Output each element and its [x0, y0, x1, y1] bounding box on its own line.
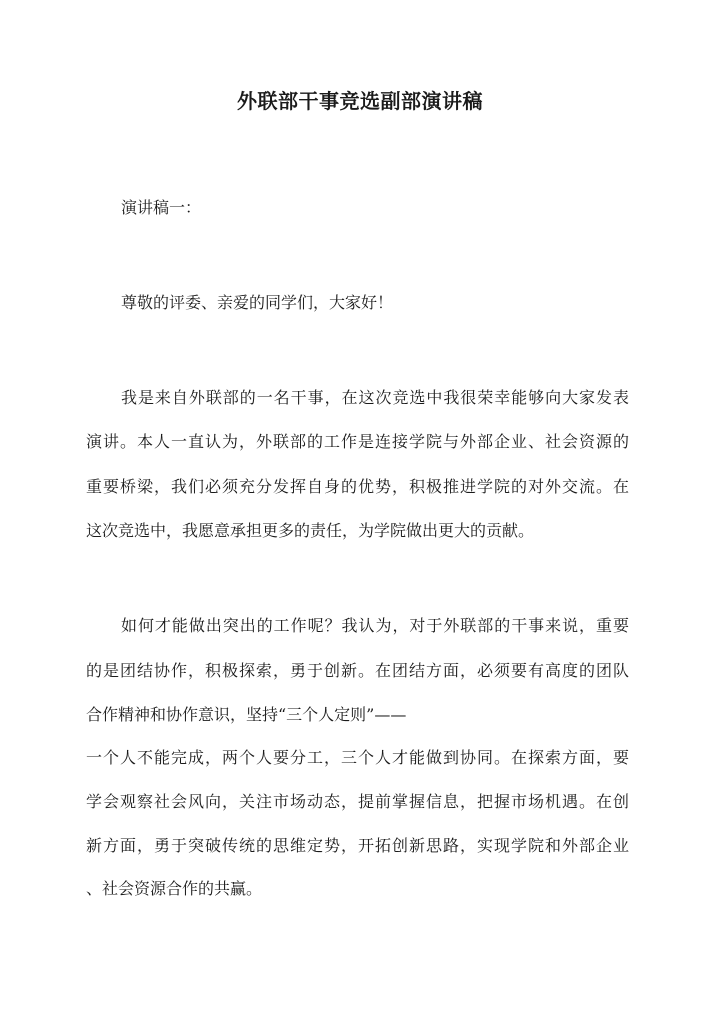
paragraph-2-line-6: 新方面，勇于突破传统的思维定势，开拓创新思路，实现学院和外部企业 [86, 836, 629, 855]
paragraph-1-line-4: 这次竞选中，我愿意承担更多的责任，为学院做出更大的贡献。 [86, 521, 535, 540]
document-title: 外联部干事竞选副部演讲稿 [237, 89, 483, 113]
section-label: 演讲稿一： [121, 198, 202, 217]
paragraph-2-line-1: 如何才能做出突出的工作呢？我认为，对于外联部的干事来说，重要 [121, 616, 629, 635]
paragraph-2-line-5: 学会观察社会风向，关注市场动态，提前掌握信息，把握市场机遇。在创 [86, 792, 629, 811]
paragraph-1-line-2: 演讲。本人一直认为，外联部的工作是连接学院与外部企业、社会资源的 [86, 432, 629, 451]
paragraph-2-line-4: 一个人不能完成，两个人要分工，三个人才能做到协同。在探索方面，要 [86, 748, 629, 767]
paragraph-1-line-1: 我是来自外联部的一名干事，在这次竞选中我很荣幸能够向大家发表 [121, 388, 629, 407]
paragraph-2-line-3: 合作精神和协作意识，坚持“三个人定则”—— [86, 705, 407, 724]
greeting-line: 尊敬的评委、亲爱的同学们，大家好！ [121, 293, 394, 312]
paragraph-2-line-2: 的是团结协作，积极探索，勇于创新。在团结方面，必须要有高度的团队 [86, 661, 629, 680]
paragraph-2-line-7: 、社会资源合作的共赢。 [86, 879, 263, 898]
paragraph-1-line-3: 重要桥梁，我们必须充分发挥自身的优势，积极推进学院的对外交流。在 [86, 477, 629, 496]
